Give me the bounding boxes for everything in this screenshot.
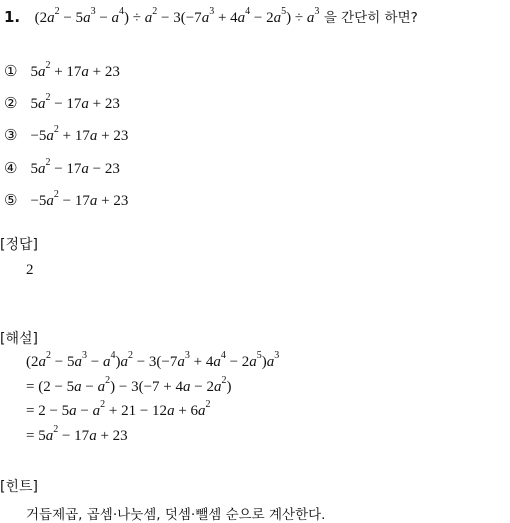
question-number: 1. bbox=[4, 8, 21, 26]
choice-expression: $-5a^2 + 17a + 23$ bbox=[30, 124, 129, 144]
question-suffix: 을 간단히 하면? bbox=[323, 10, 418, 26]
explanation-label: [해설] bbox=[0, 331, 38, 347]
choice-marker: ⑤ bbox=[4, 191, 18, 209]
answer-value: 2 bbox=[26, 262, 34, 278]
choice-2[interactable] bbox=[4, 94, 120, 113]
choice-expression: $5a^2 - 17a - 23$ bbox=[30, 157, 120, 177]
choice-expression: $5a^2 - 17a + 23$ bbox=[30, 92, 120, 112]
choice-marker: ③ bbox=[4, 126, 18, 144]
choice-marker: ① bbox=[4, 62, 18, 80]
choice-marker: ④ bbox=[4, 159, 18, 177]
hint-label: [힌트] bbox=[0, 479, 38, 495]
answer-label: [정답] bbox=[0, 237, 38, 253]
choice-expression: $5a^2 + 17a + 23$ bbox=[30, 60, 120, 80]
explanation-step-1: $(2a^2 - 5a^3 - a^4)a^2 - 3(-7a^3 + 4a^4 - 2a^5)a^3$ bbox=[26, 350, 280, 370]
choice-marker: ② bbox=[4, 94, 18, 112]
explanation-step-3: = $2 - 5a - a^2 + 21 - 12a + 6a^2$ bbox=[26, 399, 211, 419]
choice-1[interactable] bbox=[4, 62, 120, 81]
choice-expression: $-5a^2 - 17a + 23$ bbox=[30, 189, 129, 209]
choice-4[interactable] bbox=[4, 159, 120, 178]
hint-text: 거듭제곱, 곱셈·나눗셈, 덧셈·뺄셈 순으로 계산한다. bbox=[26, 507, 326, 523]
explanation-step-2: = $(2 - 5a - a^2) - 3(-7 + 4a - 2a^2)$ bbox=[26, 375, 232, 395]
question-expression: $(2a^2 - 5a^3 - a^4) \div a^2 - 3(-7a^3 + 4a^4 - 2a^5) \div a^3$ bbox=[34, 6, 320, 26]
choice-5[interactable] bbox=[4, 191, 128, 210]
choice-3[interactable] bbox=[4, 126, 128, 145]
question-line bbox=[4, 6, 418, 27]
explanation-step-4: = $5a^2 - 17a + 23$ bbox=[26, 424, 128, 444]
